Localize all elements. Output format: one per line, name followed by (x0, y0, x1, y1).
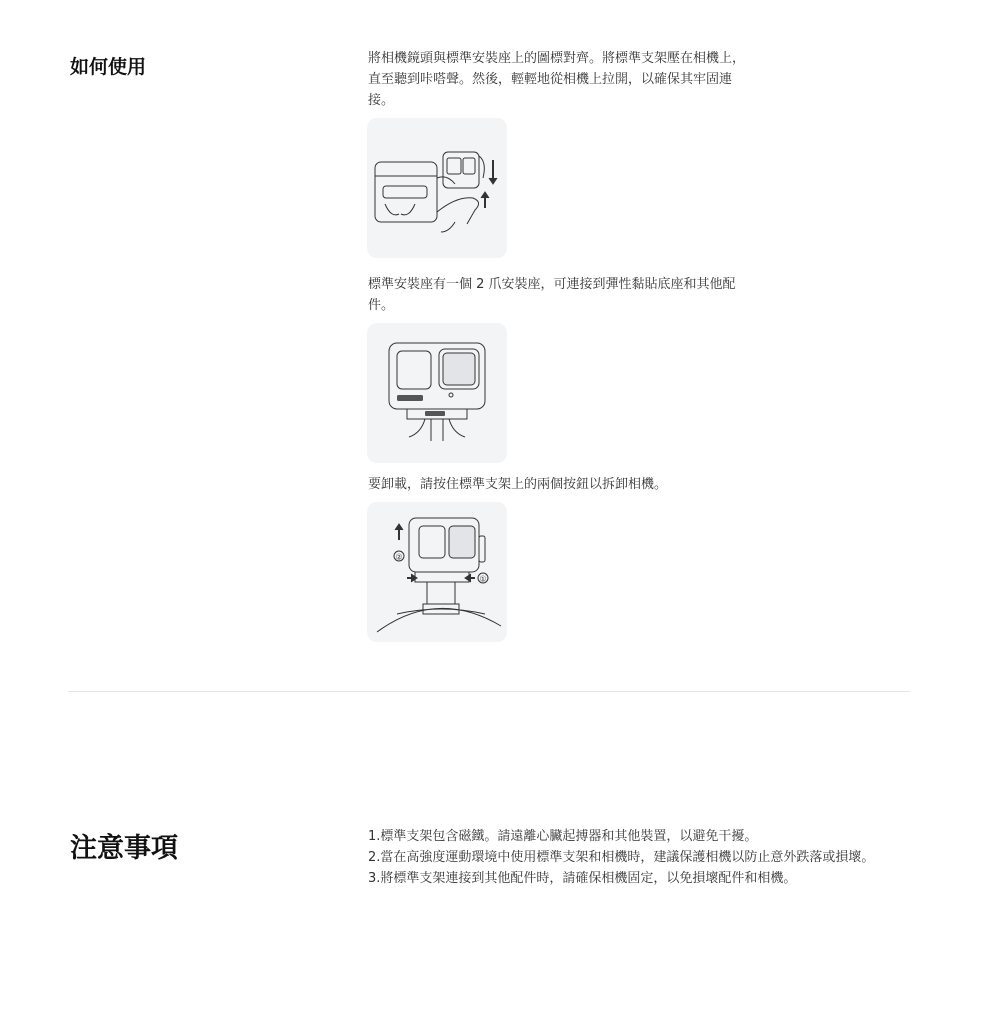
usage-step-1-text: 將相機鏡頭與標準安裝座上的圖標對齊。將標準支架壓在相機上，直至聽到咔嗒聲。然後，輕輕地從相機上拉開，以確保其牢固連接。 (368, 51, 746, 108)
notes-list (368, 826, 898, 889)
list-item (368, 868, 898, 889)
attach-mount-illustration (367, 118, 507, 258)
list-item-number: 1. (368, 829, 381, 844)
list-item-number: 3. (368, 871, 381, 886)
notes-section-title: 注意事項 (70, 833, 178, 864)
marker-2: ② (395, 552, 403, 562)
marker-1: ① (479, 574, 487, 584)
list-item-text: 將標準支架連接到其他配件時，請確保相機固定，以免損壞配件和相機。 (380, 871, 797, 886)
usage-step-3-text: 要卸載，請按住標準支架上的兩個按鈕以拆卸相機。 (368, 477, 668, 492)
list-item (368, 847, 898, 868)
usage-step-2-text: 標準安裝座有一個 2 爪安裝座，可連接到彈性黏貼底座和其他配件。 (368, 277, 736, 313)
mount-claws-illustration (367, 323, 507, 463)
usage-section-title: 如何使用 (70, 56, 147, 78)
list-item-text: 當在高強度運動環境中使用標準支架和相機時，建議保護相機以防止意外跌落或損壞。 (380, 850, 875, 865)
section-divider (68, 691, 910, 692)
list-item-number: 2. (368, 850, 381, 865)
list-item-text: 標準支架包含磁鐵。請遠離心臟起搏器和其他裝置，以避免干擾。 (380, 829, 758, 844)
list-item (368, 826, 898, 847)
detach-camera-illustration (367, 502, 507, 642)
